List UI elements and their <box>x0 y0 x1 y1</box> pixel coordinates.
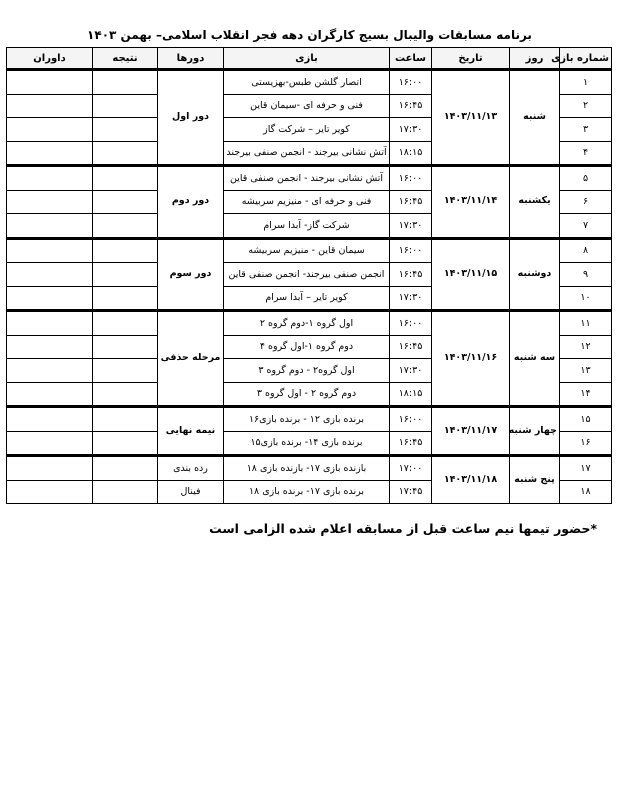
match-cell: اتصار گلشن طبس-بهزیستی <box>224 70 390 95</box>
referees-cell <box>7 70 93 95</box>
game-number: ۴ <box>560 141 612 166</box>
result-cell <box>93 70 158 95</box>
header-row <box>7 48 612 70</box>
round-cell: نیمه نهایی <box>158 407 224 456</box>
referees-cell <box>7 238 93 263</box>
day-cell: دوشنبه <box>510 238 560 311</box>
game-number: ۷ <box>560 214 612 239</box>
table-row <box>7 311 612 336</box>
referees-cell <box>7 431 93 456</box>
referees-cell <box>7 335 93 359</box>
time-cell: ۱۸:۱۵ <box>390 141 432 166</box>
result-cell <box>93 94 158 118</box>
match-cell: کویر تایر – شرکت گاز <box>224 118 390 142</box>
time-cell: ۱۷:۳۰ <box>390 214 432 239</box>
match-cell: اول گروه ۱-دوم گروه ۲ <box>224 311 390 336</box>
game-number: ۱۲ <box>560 335 612 359</box>
result-cell <box>93 335 158 359</box>
time-cell: ۱۶:۴۵ <box>390 190 432 214</box>
referees-cell <box>7 214 93 239</box>
table-row <box>7 238 612 263</box>
table-row <box>7 456 612 481</box>
result-cell <box>93 359 158 383</box>
header-match: بازی <box>224 48 390 70</box>
header-day: روز <box>510 48 560 70</box>
table-row <box>7 70 612 95</box>
header-time: ساعت <box>390 48 432 70</box>
referees-cell <box>7 141 93 166</box>
header-referees: داوران <box>7 48 93 70</box>
day-cell: چهار شنبه <box>510 407 560 456</box>
table-row <box>7 407 612 432</box>
header-date: تاریخ <box>432 48 510 70</box>
game-number: ۵ <box>560 166 612 191</box>
time-cell: ۱۷:۳۰ <box>390 286 432 311</box>
game-number: ۱ <box>560 70 612 95</box>
time-cell: ۱۷:۴۵ <box>390 480 432 504</box>
header-round: دورها <box>158 48 224 70</box>
match-cell: کویر تایر – آبدا سرام <box>224 286 390 311</box>
game-number: ۸ <box>560 238 612 263</box>
result-cell <box>93 190 158 214</box>
table-row <box>7 166 612 191</box>
match-cell: دوم گروه ۱-اول گروه ۴ <box>224 335 390 359</box>
time-cell: ۱۶:۴۵ <box>390 335 432 359</box>
referees-cell <box>7 480 93 504</box>
referees-cell <box>7 456 93 481</box>
time-cell: ۱۶:۴۵ <box>390 431 432 456</box>
referees-cell <box>7 311 93 336</box>
match-cell: بازنده بازی ۱۷- بازنده بازی ۱۸ <box>224 456 390 481</box>
day-cell: سه شنبه <box>510 311 560 407</box>
result-cell <box>93 431 158 456</box>
result-cell <box>93 456 158 481</box>
time-cell: ۱۶:۴۵ <box>390 263 432 287</box>
match-cell: فنی و حرفه ای - منیزیم سربیشه <box>224 190 390 214</box>
referees-cell <box>7 407 93 432</box>
referees-cell <box>7 94 93 118</box>
result-cell <box>93 166 158 191</box>
time-cell: ۱۷:۰۰ <box>390 456 432 481</box>
date-cell: ۱۴۰۳/۱۱/۱۶ <box>432 311 510 407</box>
game-number: ۱۸ <box>560 480 612 504</box>
game-number: ۱۵ <box>560 407 612 432</box>
time-cell: ۱۸:۱۵ <box>390 382 432 407</box>
match-cell: برنده بازی ۱۷- برنده بازی ۱۸ <box>224 480 390 504</box>
match-cell: آتش نشانی بیرجند - انجمن صنفی بیرجند <box>224 141 390 166</box>
referees-cell <box>7 190 93 214</box>
result-cell <box>93 214 158 239</box>
date-cell: ۱۴۰۳/۱۱/۱۸ <box>432 456 510 504</box>
page-title: برنامه مسابقات والیبال بسیج کارگران دهه فجر انقلاب اسلامی– بهمن ۱۴۰۳ <box>87 28 532 42</box>
game-number: ۶ <box>560 190 612 214</box>
result-cell <box>93 118 158 142</box>
time-cell: ۱۶:۰۰ <box>390 70 432 95</box>
referees-cell <box>7 263 93 287</box>
referees-cell <box>7 118 93 142</box>
match-cell: برنده بازی ۱۲ - برنده بازی۱۶ <box>224 407 390 432</box>
round-cell: دور اول <box>158 70 224 166</box>
round-cell: مرحله حذفی <box>158 311 224 407</box>
header-game-no: شماره بازی <box>560 48 612 70</box>
match-cell: سیمان قاین - منیزیم سربیشه <box>224 238 390 263</box>
result-cell <box>93 286 158 311</box>
game-number: ۱۳ <box>560 359 612 383</box>
day-cell: شنبه <box>510 70 560 166</box>
round-cell: رده بندی <box>158 456 224 481</box>
header-result: نتیجه <box>93 48 158 70</box>
game-number: ۳ <box>560 118 612 142</box>
round-cell: دور سوم <box>158 238 224 311</box>
date-cell: ۱۴۰۳/۱۱/۱۴ <box>432 166 510 239</box>
game-number: ۱۱ <box>560 311 612 336</box>
result-cell <box>93 480 158 504</box>
referees-cell <box>7 382 93 407</box>
match-cell: انجمن صنفی بیرجند- انجمن صنفی قاین <box>224 263 390 287</box>
game-number: ۱۴ <box>560 382 612 407</box>
game-number: ۹ <box>560 263 612 287</box>
schedule-table <box>6 47 612 504</box>
referees-cell <box>7 286 93 311</box>
referees-cell <box>7 166 93 191</box>
day-cell: یکشنبه <box>510 166 560 239</box>
round-cell: دور دوم <box>158 166 224 239</box>
result-cell <box>93 382 158 407</box>
time-cell: ۱۶:۰۰ <box>390 238 432 263</box>
match-cell: آتش نشانی بیرجند - انجمن صنفی قاین <box>224 166 390 191</box>
match-cell: فنی و حرفه ای -سیمان قاین <box>224 94 390 118</box>
result-cell <box>93 141 158 166</box>
round-cell: فینال <box>158 480 224 504</box>
game-number: ۲ <box>560 94 612 118</box>
day-cell: پنج شنبه <box>510 456 560 504</box>
time-cell: ۱۷:۳۰ <box>390 359 432 383</box>
time-cell: ۱۶:۴۵ <box>390 94 432 118</box>
time-cell: ۱۶:۰۰ <box>390 311 432 336</box>
time-cell: ۱۶:۰۰ <box>390 407 432 432</box>
match-cell: برنده بازی ۱۴- برنده بازی۱۵ <box>224 431 390 456</box>
time-cell: ۱۷:۳۰ <box>390 118 432 142</box>
result-cell <box>93 263 158 287</box>
date-cell: ۱۴۰۳/۱۱/۱۳ <box>432 70 510 166</box>
attendance-note: *حضور تیمها نیم ساعت قبل از مسابقه اعلام شده الزامی است <box>209 521 597 536</box>
result-cell <box>93 311 158 336</box>
game-number: ۱۷ <box>560 456 612 481</box>
date-cell: ۱۴۰۳/۱۱/۱۵ <box>432 238 510 311</box>
game-number: ۱۶ <box>560 431 612 456</box>
match-cell: اول گروه۲ - دوم گروه ۳ <box>224 359 390 383</box>
game-number: ۱۰ <box>560 286 612 311</box>
date-cell: ۱۴۰۳/۱۱/۱۷ <box>432 407 510 456</box>
match-cell: دوم گروه ۲ - اول گروه ۳ <box>224 382 390 407</box>
result-cell <box>93 238 158 263</box>
result-cell <box>93 407 158 432</box>
referees-cell <box>7 359 93 383</box>
time-cell: ۱۶:۰۰ <box>390 166 432 191</box>
match-cell: شرکت گاز- آبدا سرام <box>224 214 390 239</box>
